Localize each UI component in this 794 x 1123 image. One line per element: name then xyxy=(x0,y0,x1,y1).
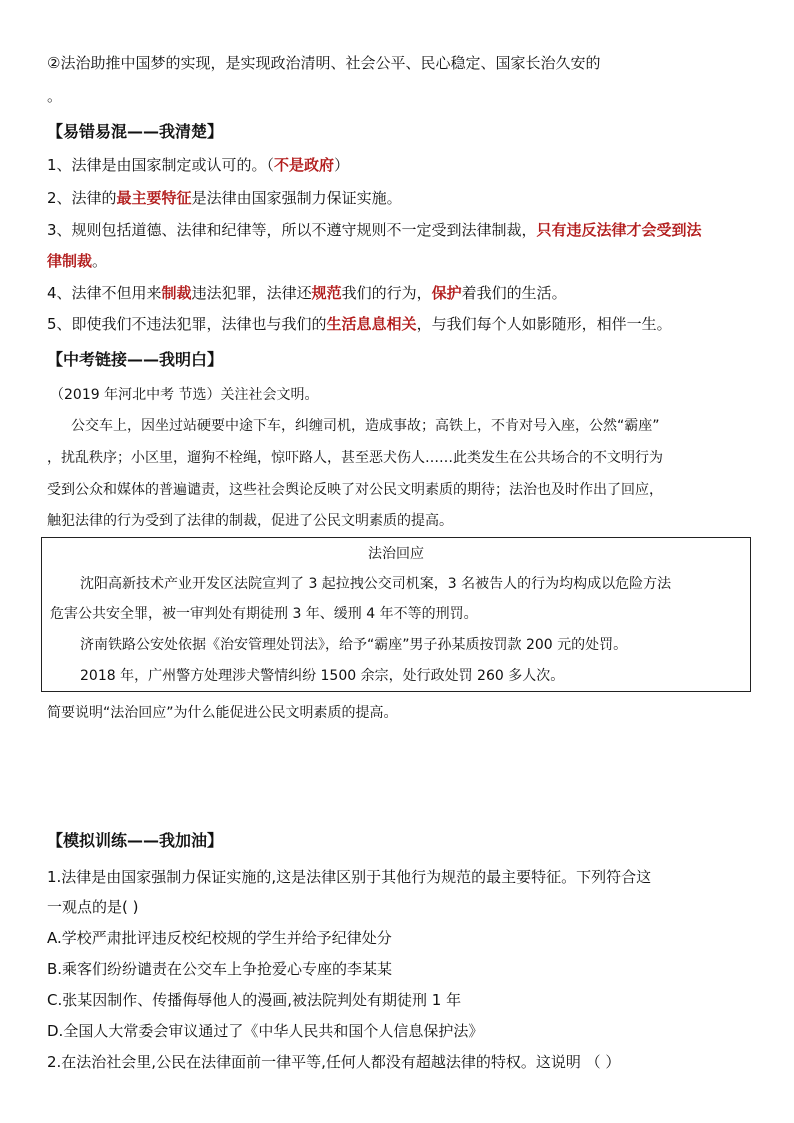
confusion-heading: 【易错易混——我清楚】 xyxy=(47,122,224,141)
item-4-highlight-1: 制裁 xyxy=(161,284,192,302)
question-1-option-c: C.张某因制作、传播侮辱他人的漫画,被法院判处有期徒刑 1 年 xyxy=(47,991,462,1009)
item-5-text: 5、即使我们不违法犯罪，法律也与我们的 xyxy=(47,315,327,333)
practice-heading: 【模拟训练——我加油】 xyxy=(47,831,224,850)
item-3-end: 。 xyxy=(92,252,108,270)
item-2-end: 是法律由国家强制力保证实施。 xyxy=(191,189,402,207)
item-3-highlight-cont: 律制裁 xyxy=(47,252,93,270)
law-response-title: 法治回应 xyxy=(368,546,424,562)
intro-line-2: 。 xyxy=(47,87,63,105)
exam-paragraph-line-1: 公交车上，因坐过站硬要中途下车，纠缠司机，造成事故；高铁上，不肯对号入座，公然“霸座” xyxy=(71,418,660,434)
question-1-line-2: 一观点的是( ) xyxy=(47,898,139,916)
item-4-text-d: 着我们的生活。 xyxy=(461,284,567,302)
item-4-highlight-2: 规范 xyxy=(311,284,342,302)
confusion-item-4 xyxy=(47,282,567,304)
question-1-option-a: A.学校严肃批评违反校纪校规的学生并给予纪律处分 xyxy=(47,929,392,947)
law-response-line-1: 沈阳高新技术产业开发区法院宣判了 3 起拉拽公交司机案，3 名被告人的行为均构成以危险方法 xyxy=(80,576,672,592)
item-4-text-b: 违法犯罪，法律还 xyxy=(191,284,312,302)
question-1-option-b: B.乘客们纷纷谴责在公交车上争抢爱心专座的李某某 xyxy=(47,960,393,978)
law-response-line-4: 2018 年，广州警方处理涉犬警情纠纷 1500 余宗，处行政处罚 260 多人次。 xyxy=(80,668,565,684)
exam-paragraph-line-3: 受到公众和媒体的普遍谴责，这些社会舆论反映了对公民文明素质的期待；法治也及时作出了回应， xyxy=(47,482,663,498)
exam-question: 简要说明“法治回应”为什么能促进公民文明素质的提高。 xyxy=(47,705,398,721)
item-2-highlight: 最主要特征 xyxy=(116,189,192,207)
confusion-item-3-cont xyxy=(47,250,107,272)
law-response-line-3: 济南铁路公安处依据《治安管理处罚法》，给予“霸座”男子孙某质按罚款 200 元的处罚。 xyxy=(80,637,628,653)
confusion-item-5 xyxy=(47,313,672,335)
item-5-end: ，与我们每个人如影随形，相伴一生。 xyxy=(416,315,672,333)
question-1-option-d: D.全国人大常委会审议通过了《中华人民共和国个人信息保护法》 xyxy=(47,1022,484,1040)
question-1-line-1: 1.法律是由国家强制力保证实施的,这是法律区别于其他行为规范的最主要特征。下列符合这 xyxy=(47,868,652,886)
law-response-box xyxy=(41,537,751,692)
intro-line-1: ②法治助推中国梦的实现，是实现政治清明、社会公平、民心稳定、国家长治久安的 xyxy=(47,54,601,72)
item-2-text: 2、法律的 xyxy=(47,189,117,207)
item-4-text-c: 我们的行为， xyxy=(341,284,432,302)
exam-paragraph-line-2: ，扰乱秩序；小区里，遛狗不栓绳，惊吓路人，甚至恶犬伤人……此类发生在公共场合的不文明行为 xyxy=(47,450,663,466)
question-2: 2.在法治社会里,公民在法律面前一律平等,任何人都没有超越法律的特权。这说明 （ ） xyxy=(47,1053,621,1071)
exam-heading: 【中考链接——我明白】 xyxy=(47,350,224,369)
item-5-highlight: 生活息息相关 xyxy=(326,315,417,333)
item-4-text-a: 4、法律不但用来 xyxy=(47,284,162,302)
law-response-line-2: 危害公共安全罪，被一审判处有期徒刑 3 年、缓刑 4 年不等的刑罚。 xyxy=(50,606,478,622)
confusion-item-1 xyxy=(47,154,349,176)
confusion-item-3 xyxy=(47,219,702,241)
exam-source: （2019 年河北中考 节选）关注社会文明。 xyxy=(50,387,319,403)
confusion-item-2 xyxy=(47,187,402,209)
exam-paragraph-line-4: 触犯法律的行为受到了法律的制裁，促进了公民文明素质的提高。 xyxy=(47,513,453,529)
item-1-end: ） xyxy=(334,156,350,174)
item-3-highlight: 只有违反法律才会受到法 xyxy=(536,221,702,239)
item-3-text: 3、规则包括道德、法律和纪律等，所以不遵守规则不一定受到法律制裁， xyxy=(47,221,537,239)
item-4-highlight-3: 保护 xyxy=(431,284,462,302)
item-1-highlight: 不是政府 xyxy=(274,156,335,174)
item-1-text: 1、法律是由国家制定或认可的。（ xyxy=(47,156,275,174)
